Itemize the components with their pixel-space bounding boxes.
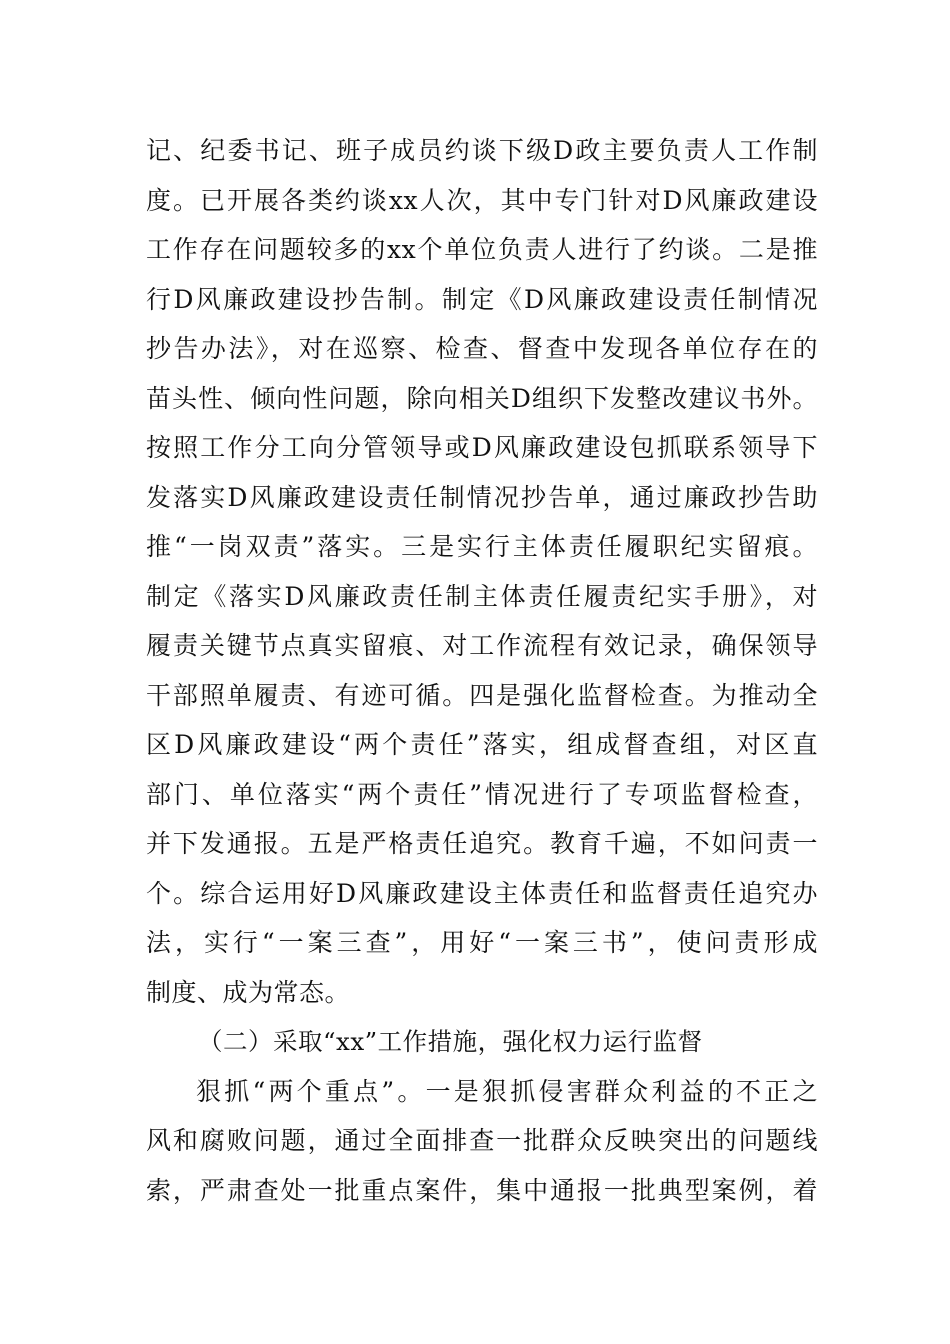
text-line: 抄告办法》，对在巡察、检查、督查中发现各单位存在的 [146, 334, 818, 363]
text-line: 履责关键节点真实留痕、对工作流程有效记录，确保领导 [146, 631, 818, 660]
text-line: 行D风廉政建设抄告制。制定《D风廉政建设责任制情况 [146, 284, 818, 314]
text-line: 干部照单履责、有迹可循。四是强化监督检查。为推动全 [146, 680, 818, 710]
text-line: 区D风廉政建设“两个责任”落实，组成督查组，对区直 [146, 730, 818, 759]
paragraph-first-line: 狠抓“两个重点”。一是狠抓侵害群众利益的不正之 [196, 1076, 818, 1106]
section-heading: （二）采取“xx”工作措施，强化权力运行监督 [198, 1027, 703, 1056]
text-line: 部门、单位落实“两个责任”情况进行了专项监督检查， [146, 779, 818, 809]
text-line: 苗头性、倾向性问题，除向相关D组织下发整改建议书外。 [146, 383, 818, 413]
text-line: 风和腐败问题，通过全面排查一批群众反映突出的问题线 [146, 1126, 818, 1155]
text-line: 制定《落实D风廉政责任制主体责任履责纪实手册》，对 [146, 581, 818, 611]
text-line: 推“一岗双责”落实。三是实行主体责任履职纪实留痕。 [146, 532, 818, 561]
text-line: 并下发通报。五是严格责任追究。教育千遍，不如问责一 [146, 829, 818, 858]
text-line: 工作存在问题较多的xx个单位负责人进行了约谈。二是推 [146, 235, 818, 264]
text-line: 发落实D风廉政建设责任制情况抄告单，通过廉政抄告助 [146, 482, 818, 512]
text-line: 个。综合运用好D风廉政建设主体责任和监督责任追究办 [146, 878, 818, 908]
text-line: 制度、成为常态。 [146, 977, 351, 1007]
text-line: 记、纪委书记、班子成员约谈下级D政主要负责人工作制 [146, 136, 818, 165]
text-line: 按照工作分工向分管领导或D风廉政建设包抓联系领导下 [146, 433, 818, 462]
text-line: 度。已开展各类约谈xx人次，其中专门针对D风廉政建设 [146, 185, 818, 215]
text-line: 索，严肃查处一批重点案件，集中通报一批典型案例，着 [146, 1175, 818, 1205]
text-line: 法，实行“一案三查”，用好“一案三书”，使问责形成 [146, 928, 818, 957]
document-body [146, 126, 818, 1215]
